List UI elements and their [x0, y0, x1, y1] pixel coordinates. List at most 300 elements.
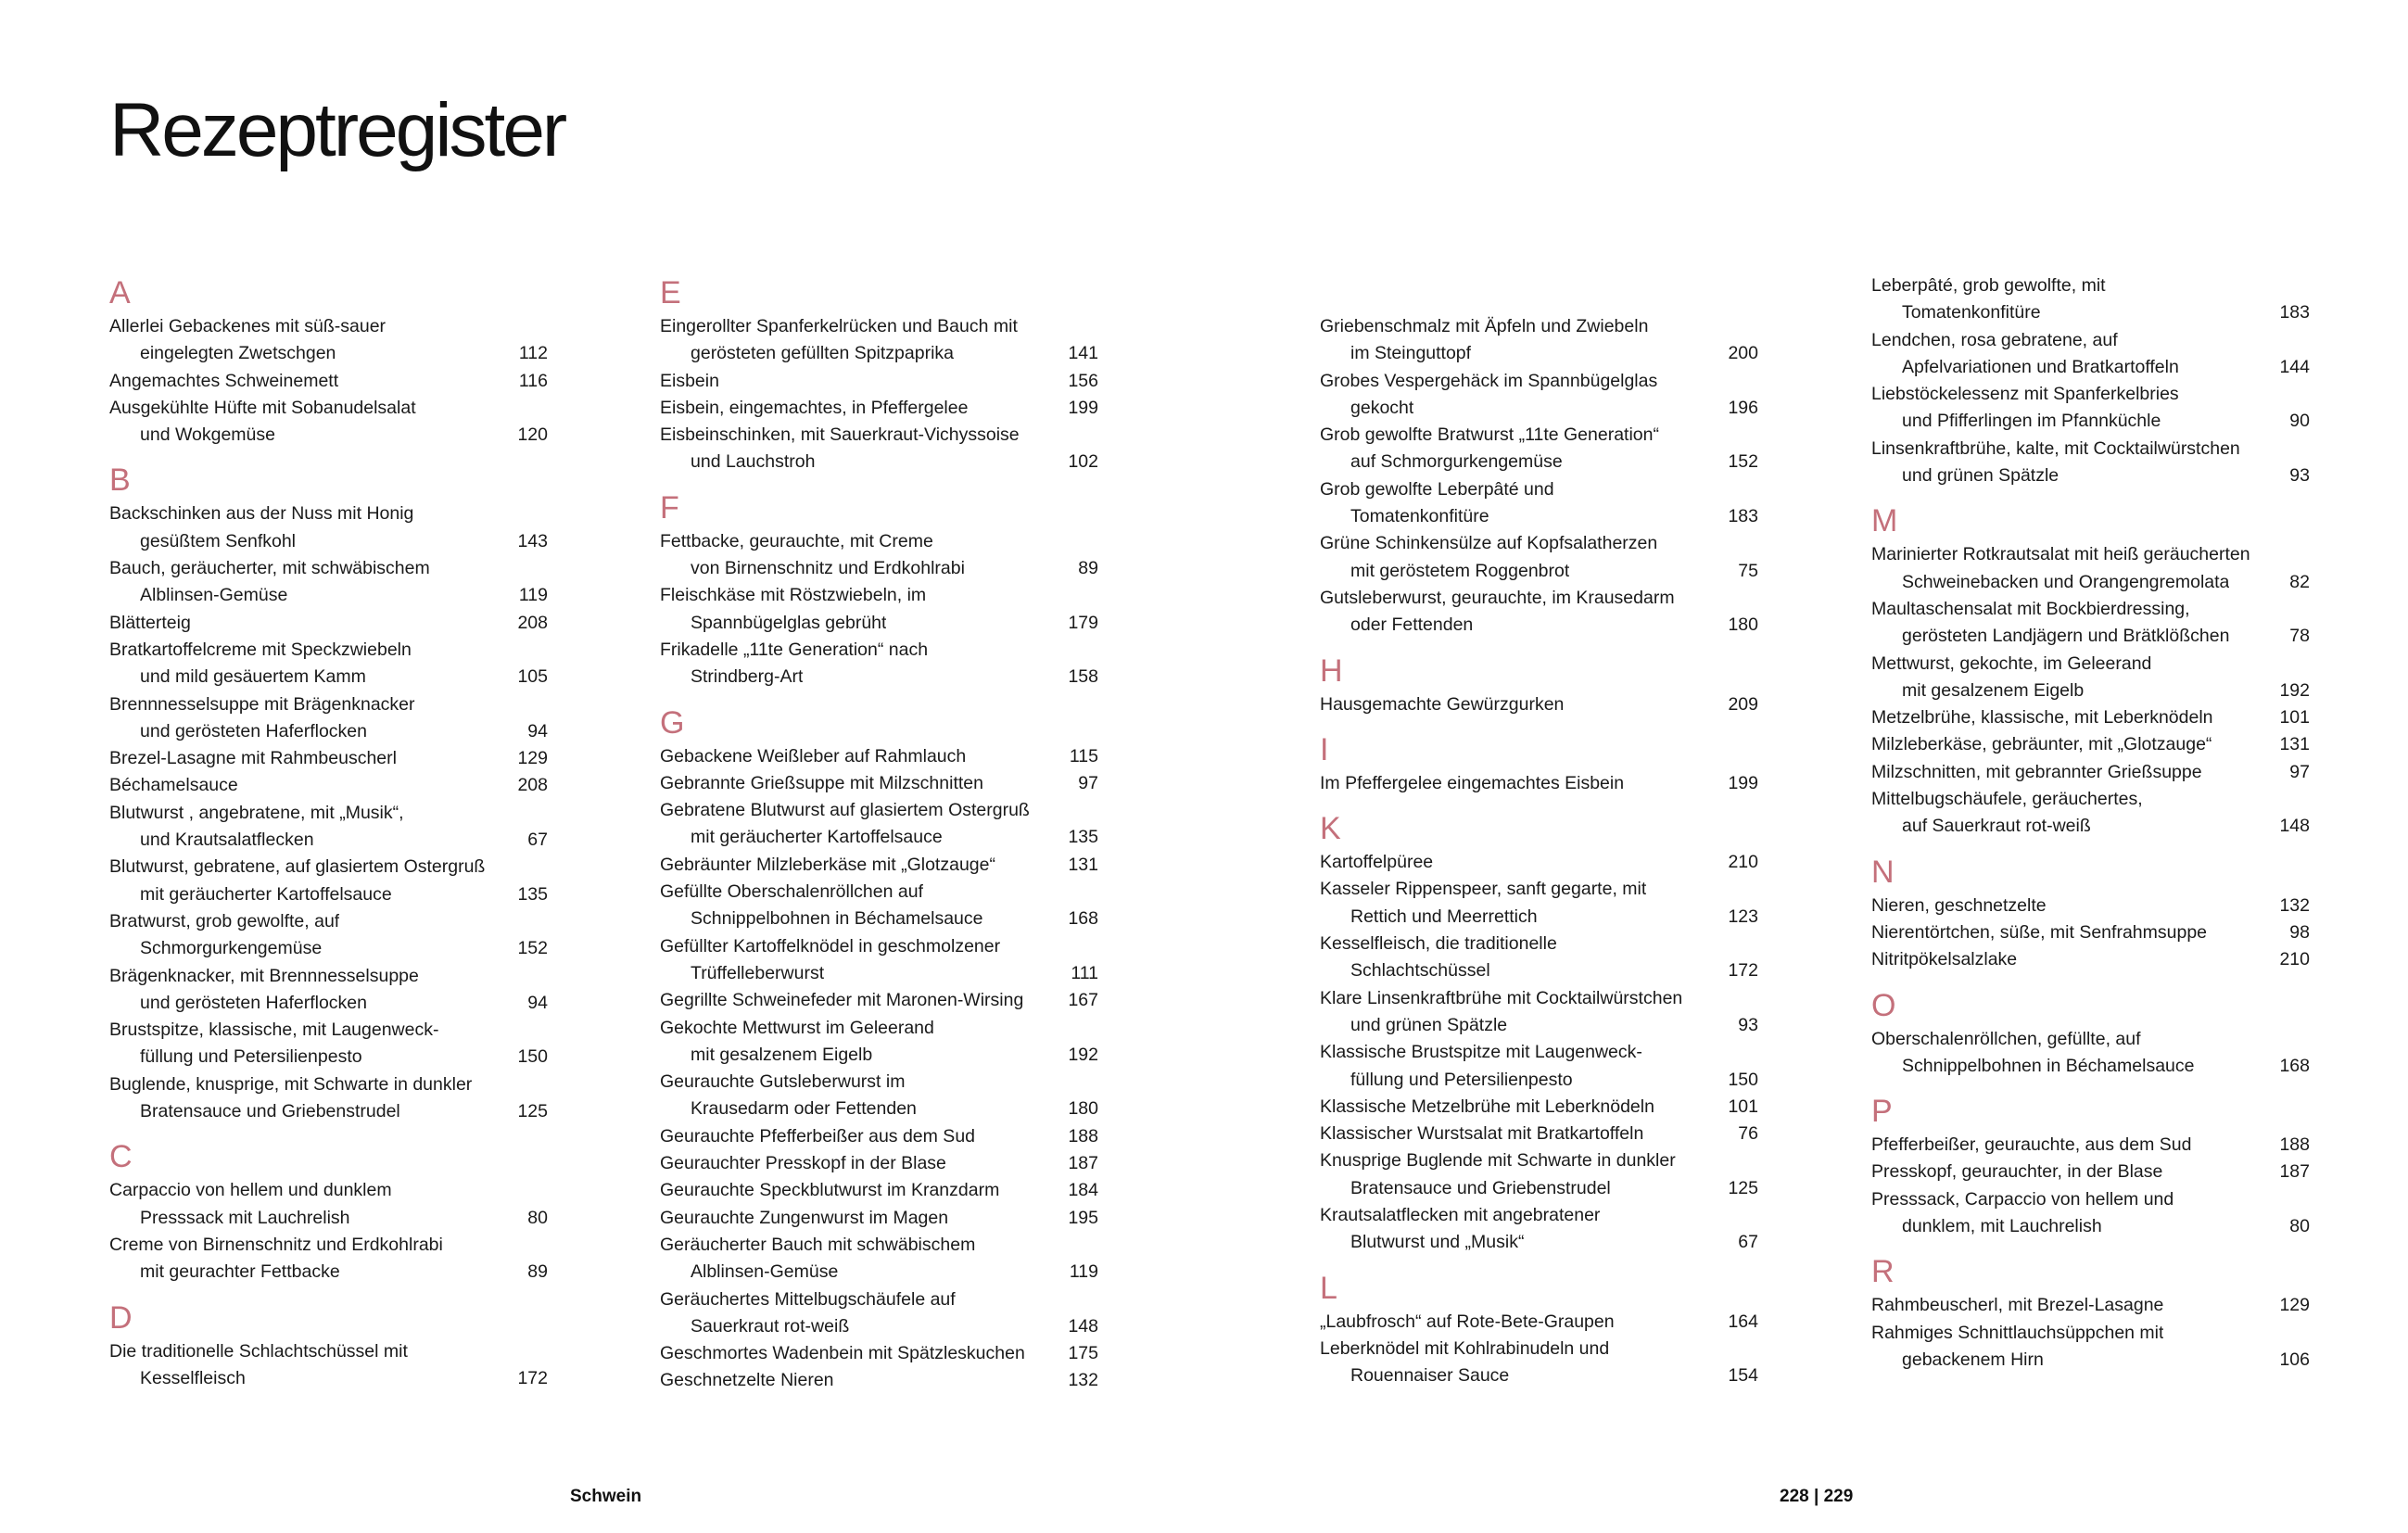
entry-page-number: 82 — [2289, 571, 2310, 592]
entry-title: Nitritpökelsalzlake — [1871, 949, 2018, 970]
entry-page-number: 183 — [1728, 506, 1758, 527]
entry-title: Rettich und Meerrettich — [1350, 906, 1538, 927]
index-entry-line — [660, 1123, 1098, 1150]
index-entry-line — [1320, 1362, 1758, 1389]
entry-page-number: 89 — [527, 1261, 548, 1283]
entry-title: Geschmortes Wadenbein mit Spätzleskuchen — [660, 1343, 1025, 1364]
section-letter: B — [109, 462, 131, 499]
entry-page-number: 158 — [1068, 666, 1098, 688]
index-entry — [109, 555, 548, 610]
index-entry-line — [660, 1367, 1098, 1394]
index-entry — [1320, 1121, 1758, 1147]
entry-page-number: 106 — [2279, 1349, 2310, 1370]
entry-page-number: 188 — [1068, 1125, 1098, 1147]
index-entry-line — [109, 368, 548, 395]
index-entry — [109, 313, 548, 368]
entry-title: Gebackene Weißleber auf Rahmlauch — [660, 745, 967, 766]
section-letter: H — [1320, 652, 1343, 689]
entry-title: Im Pfeffergelee eingemachtes Eisbein — [1320, 772, 1625, 793]
index-column-1 — [109, 272, 548, 1392]
index-entry-line — [1871, 1132, 2310, 1159]
entry-page-number: 80 — [2289, 1216, 2310, 1237]
entry-page-number: 78 — [2289, 626, 2310, 647]
entry-title: Blutwurst, gebratene, auf glasiertem Ostergruß — [109, 856, 486, 878]
index-entry-line — [109, 582, 548, 609]
index-entry — [660, 1286, 1098, 1341]
entry-page-number: 101 — [2279, 707, 2310, 728]
index-entry — [1320, 1147, 1758, 1202]
index-entry — [1320, 876, 1758, 931]
entry-title: Gebrannte Grießsuppe mit Milzschnitten — [660, 772, 983, 793]
entry-title: Leberpâté, grob gewolfte, mit — [1871, 275, 2106, 296]
entry-page-number: 141 — [1068, 343, 1098, 364]
index-entry-line — [109, 422, 548, 449]
entry-title: Bauch, geräucherter, mit schwäbischem — [109, 558, 430, 579]
index-entry — [1320, 1039, 1758, 1094]
entry-page-number: 150 — [1728, 1069, 1758, 1090]
entry-title: Kasseler Rippenspeer, sanft gegarte, mit — [1320, 879, 1647, 900]
index-entry — [1871, 381, 2310, 436]
index-entry — [660, 528, 1098, 583]
index-entry-line — [109, 963, 548, 990]
entry-page-number: 187 — [1068, 1153, 1098, 1174]
entry-page-number: 131 — [2279, 734, 2310, 755]
index-entry-line — [1320, 476, 1758, 503]
index-entry — [660, 313, 1098, 368]
entry-title: auf Schmorgurkengemüse — [1350, 451, 1563, 473]
entry-page-number: 152 — [517, 938, 548, 959]
entry-page-number: 112 — [518, 343, 548, 364]
index-entry-line — [660, 555, 1098, 582]
entry-page-number: 67 — [527, 830, 548, 851]
entry-title: „Laubfrosch“ auf Rote-Bete-Graupen — [1320, 1311, 1615, 1332]
entry-title: Linsenkraftbrühe, kalte, mit Cocktailwürstchen — [1871, 437, 2240, 459]
entry-title: und grünen Spätzle — [1902, 465, 2059, 487]
index-entry-line — [1871, 596, 2310, 623]
index-entry-line — [660, 422, 1098, 449]
index-entry — [1871, 1026, 2310, 1081]
entry-page-number: 148 — [1068, 1315, 1098, 1337]
entry-title: Frikadelle „11te Generation“ nach — [660, 639, 929, 660]
entry-title: Marinierter Rotkrautsalat mit heiß geräucherten — [1871, 544, 2250, 565]
entry-title: Schmorgurkengemüse — [140, 938, 323, 959]
entry-title: gerösteten Landjägern und Brätklößchen — [1902, 626, 2230, 647]
entry-page-number: 97 — [1078, 772, 1098, 793]
index-entry-line — [1871, 704, 2310, 731]
entry-title: mit gesalzenem Eigelb — [1902, 679, 2085, 701]
entry-title: Brägenknacker, mit Brennnesselsuppe — [109, 965, 419, 986]
entry-title: Presssack mit Lauchrelish — [140, 1207, 350, 1228]
index-entry-line — [109, 1205, 548, 1232]
index-entry-line — [1871, 623, 2310, 650]
index-entry-line — [1320, 770, 1758, 797]
entry-title: Geurauchte Gutsleberwurst im — [660, 1071, 906, 1093]
index-entry — [1871, 759, 2310, 786]
entry-page-number: 154 — [1728, 1365, 1758, 1387]
index-entry-line — [109, 990, 548, 1017]
index-entry-line — [1871, 678, 2310, 704]
entry-page-number: 168 — [2279, 1055, 2310, 1076]
index-entry — [1320, 1202, 1758, 1257]
index-entry — [1871, 1159, 2310, 1185]
entry-title: auf Sauerkraut rot-weiß — [1902, 816, 2091, 837]
entry-page-number: 144 — [2279, 356, 2310, 377]
index-entry — [1320, 368, 1758, 423]
entry-title: Schlachtschüssel — [1350, 960, 1490, 982]
entry-title: Buglende, knusprige, mit Schwarte in dunkler — [109, 1073, 473, 1095]
index-entry-line — [660, 664, 1098, 690]
entry-page-number: 80 — [527, 1207, 548, 1228]
entry-page-number: 179 — [1068, 612, 1098, 633]
entry-title: Klare Linsenkraftbrühe mit Cocktailwürstchen — [1320, 987, 1683, 1008]
index-entry-line — [109, 1044, 548, 1071]
index-entry-line — [660, 1042, 1098, 1069]
index-entry-line — [109, 500, 548, 527]
entry-page-number: 188 — [2279, 1134, 2310, 1156]
index-entry-line — [660, 987, 1098, 1014]
index-entry — [109, 691, 548, 746]
entry-title: Gekochte Mettwurst im Geleerand — [660, 1017, 934, 1038]
entry-page-number: 129 — [2279, 1295, 2310, 1316]
entry-title: Bratwurst, grob gewolfte, auf — [109, 910, 340, 931]
entry-page-number: 148 — [2279, 816, 2310, 837]
index-entry — [660, 770, 1098, 797]
entry-title: und Pfifferlingen im Pfannküchle — [1902, 411, 2161, 432]
index-entry — [1871, 1186, 2310, 1241]
index-entry-line — [660, 1340, 1098, 1367]
entry-title: Eingerollter Spanferkelrücken und Bauch mit — [660, 316, 1018, 336]
index-entry — [1320, 422, 1758, 476]
index-entry — [660, 987, 1098, 1014]
entry-page-number: 196 — [1728, 397, 1758, 418]
index-entry-line — [1871, 1213, 2310, 1240]
entry-page-number: 101 — [1728, 1096, 1758, 1117]
entry-title: gekocht — [1350, 397, 1414, 418]
index-entry — [109, 1017, 548, 1071]
index-entry-line — [1320, 1229, 1758, 1256]
index-entry — [109, 1232, 548, 1286]
index-entry — [660, 395, 1098, 422]
index-entry — [1871, 946, 2310, 973]
entry-title: Pfefferbeißer, geurauchte, aus dem Sud — [1871, 1134, 2192, 1156]
index-entry — [660, 1367, 1098, 1394]
entry-title: Fleischkäse mit Röstzwiebeln, im — [660, 585, 927, 606]
entry-title: Milzleberkäse, gebräunter, mit „Glotzauge“ — [1871, 734, 2212, 755]
index-entry-line — [1871, 893, 2310, 919]
index-entry-line — [660, 1150, 1098, 1177]
index-entry — [1320, 530, 1758, 585]
index-entry — [109, 1338, 548, 1393]
section-letter: I — [1320, 731, 1329, 767]
index-entry-line — [1871, 462, 2310, 489]
index-entry — [109, 800, 548, 855]
index-entry-line — [1320, 1012, 1758, 1039]
index-entry-line — [109, 395, 548, 422]
entry-page-number: 105 — [517, 666, 548, 688]
entry-page-number: 93 — [1738, 1014, 1758, 1035]
index-entry-line — [109, 854, 548, 881]
index-entry-line — [660, 368, 1098, 395]
index-entry — [1871, 786, 2310, 841]
entry-page-number: 97 — [2289, 761, 2310, 782]
entry-title: Milzschnitten, mit gebrannter Grießsuppe — [1871, 761, 2202, 782]
entry-title: mit geräucherter Kartoffelsauce — [140, 883, 392, 905]
index-entry — [1320, 770, 1758, 797]
section-letter: R — [1871, 1254, 1895, 1290]
entry-page-number: 143 — [517, 530, 548, 551]
entry-title: und Wokgemüse — [140, 424, 275, 446]
index-entry-line — [660, 582, 1098, 609]
index-entry-line — [109, 1177, 548, 1204]
index-entry-line — [1871, 1053, 2310, 1080]
entry-page-number: 125 — [1728, 1177, 1758, 1198]
entry-page-number: 199 — [1728, 772, 1758, 793]
entry-page-number: 135 — [517, 883, 548, 905]
entry-page-number: 116 — [518, 370, 548, 391]
entry-title: Béchamelsauce — [109, 775, 238, 796]
entry-title: Geschnetzelte Nieren — [660, 1370, 834, 1391]
entry-title: Rahmiges Schnittlauchsüppchen mit — [1871, 1322, 2164, 1343]
index-entry-line — [1871, 381, 2310, 408]
index-entry-line — [1871, 651, 2310, 678]
entry-title: Blätterteig — [109, 612, 191, 633]
entry-page-number: 210 — [2279, 949, 2310, 970]
section-letter: K — [1320, 811, 1341, 847]
index-entry-line — [660, 960, 1098, 987]
index-entry-line — [109, 827, 548, 854]
entry-title: Tomatenkonfitüre — [1902, 302, 2041, 323]
index-entry-line — [660, 743, 1098, 770]
index-entry-line — [109, 528, 548, 555]
entry-page-number: 187 — [2279, 1161, 2310, 1183]
index-entry-line — [1320, 904, 1758, 931]
entry-title: und mild gesäuertem Kamm — [140, 666, 366, 688]
entry-page-number: 94 — [527, 720, 548, 741]
entry-title: gebackenem Hirn — [1902, 1349, 2044, 1370]
entry-title: und Krautsalatflecken — [140, 830, 314, 851]
entry-title: dunklem, mit Lauchrelish — [1902, 1216, 2102, 1237]
index-entry — [660, 852, 1098, 879]
section-letter: A — [109, 275, 131, 310]
index-entry-line — [109, 935, 548, 962]
entry-page-number: 98 — [2289, 921, 2310, 943]
index-entry-line — [660, 1259, 1098, 1286]
index-entry — [1320, 931, 1758, 985]
entry-page-number: 90 — [2289, 411, 2310, 432]
entry-title: Sauerkraut rot-weiß — [691, 1315, 850, 1337]
index-entry-line — [1871, 299, 2310, 326]
entry-title: Grüne Schinkensülze auf Kopfsalatherzen — [1320, 533, 1658, 554]
index-entry-line — [1871, 327, 2310, 354]
index-entry-line — [660, 313, 1098, 340]
entry-title: mit geröstetem Roggenbrot — [1350, 560, 1570, 581]
index-entry-line — [109, 637, 548, 664]
index-entry-line — [109, 1259, 548, 1286]
index-column-4 — [1871, 272, 2310, 1374]
entry-page-number: 208 — [517, 612, 548, 633]
entry-page-number: 192 — [2279, 679, 2310, 701]
entry-title: Blutwurst und „Musik“ — [1350, 1232, 1525, 1253]
entry-title: Klassische Brustspitze mit Laugenweck- — [1320, 1042, 1642, 1063]
entry-title: Apfelvariationen und Bratkartoffeln — [1902, 356, 2179, 377]
index-entry-line — [1320, 1094, 1758, 1121]
index-entry — [1871, 704, 2310, 731]
index-entry — [109, 854, 548, 908]
entry-page-number: 208 — [517, 775, 548, 796]
index-entry — [660, 879, 1098, 933]
index-entry-line — [660, 1177, 1098, 1204]
index-entry-line — [109, 1017, 548, 1044]
entry-title: Rouennaiser Sauce — [1350, 1365, 1510, 1387]
entry-title: Alblinsen-Gemüse — [691, 1261, 839, 1283]
entry-title: Blutwurst , angebratene, mit „Musik“, — [109, 802, 404, 823]
index-entry-line — [1320, 530, 1758, 557]
index-entry-line — [1320, 957, 1758, 984]
entry-page-number: 102 — [1068, 451, 1098, 473]
entry-page-number: 172 — [1728, 960, 1758, 982]
index-entry-line — [1320, 1202, 1758, 1229]
entry-page-number: 152 — [1728, 451, 1758, 473]
entry-page-number: 175 — [1068, 1343, 1098, 1364]
index-entry-line — [1320, 340, 1758, 367]
section-letter: F — [660, 489, 679, 526]
index-entry — [1871, 919, 2310, 946]
entry-page-number: 115 — [1069, 745, 1098, 766]
index-entry — [1320, 691, 1758, 718]
entry-title: Kesselfleisch — [140, 1367, 246, 1388]
index-entry-line — [1871, 569, 2310, 596]
index-entry-line — [660, 933, 1098, 960]
index-entry — [109, 637, 548, 691]
entry-title: Grobes Vespergehäck im Spannbügelglas — [1320, 370, 1658, 391]
index-entry-line — [1320, 691, 1758, 718]
section-letter: E — [660, 275, 681, 310]
index-entry — [1320, 985, 1758, 1040]
entry-title: Griebenschmalz mit Äpfeln und Zwiebeln — [1320, 316, 1649, 336]
entry-title: Schnippelbohnen in Béchamelsauce — [1902, 1055, 2195, 1076]
index-entry — [1871, 541, 2310, 596]
index-entry-line — [660, 1205, 1098, 1232]
entry-title: Mittelbugschäufele, geräuchertes, — [1871, 789, 2143, 810]
entry-page-number: 199 — [1068, 397, 1098, 418]
index-entry-line — [1320, 1175, 1758, 1202]
entry-title: Metzelbrühe, klassische, mit Leberknödeln — [1871, 707, 2213, 728]
entry-title: Brezel-Lasagne mit Rahmbeuscherl — [109, 748, 397, 769]
index-entry-line — [109, 881, 548, 908]
entry-title: Geurauchte Speckblutwurst im Kranzdarm — [660, 1180, 1000, 1201]
index-entry-line — [1871, 731, 2310, 758]
entry-title: Liebstöckelessenz mit Spanferkelbries — [1871, 384, 2179, 405]
entry-title: im Steinguttopf — [1350, 343, 1472, 364]
index-entry — [1320, 313, 1758, 368]
entry-title: Geurauchter Presskopf in der Blase — [660, 1153, 946, 1174]
entry-title: Bratensauce und Griebenstrudel — [1350, 1177, 1611, 1198]
entry-title: Oberschalenröllchen, gefüllte, auf — [1871, 1028, 2141, 1049]
entry-title: Allerlei Gebackenes mit süß-sauer — [109, 316, 387, 336]
index-entry — [660, 1015, 1098, 1070]
entry-page-number: 132 — [1068, 1370, 1098, 1391]
index-entry-line — [660, 906, 1098, 932]
index-entry — [660, 933, 1098, 988]
entry-page-number: 75 — [1738, 560, 1758, 581]
index-entry-line — [109, 1232, 548, 1259]
entry-title: füllung und Petersilienpesto — [1350, 1069, 1573, 1090]
index-entry-line — [1320, 1121, 1758, 1147]
entry-title: Mettwurst, gekochte, im Geleerand — [1871, 652, 2152, 674]
index-entry — [1871, 596, 2310, 651]
section-letter: D — [109, 1299, 133, 1336]
entry-title: Eisbeinschinken, mit Sauerkraut-Vichyssoise — [660, 424, 1020, 446]
index-entry — [109, 395, 548, 450]
entry-title: Bratkartoffelcreme mit Speckzwiebeln — [109, 639, 412, 660]
entry-title: Krausedarm oder Fettenden — [691, 1098, 917, 1120]
entry-page-number: 67 — [1738, 1232, 1758, 1253]
index-entry-line — [1320, 558, 1758, 585]
index-entry — [660, 1177, 1098, 1204]
index-entry-line — [109, 772, 548, 799]
entry-page-number: 167 — [1068, 990, 1098, 1011]
entry-page-number: 132 — [2279, 894, 2310, 916]
entry-title: Grob gewolfte Bratwurst „11te Generation“ — [1320, 424, 1659, 446]
index-entry-line — [109, 664, 548, 690]
index-entry-line — [1871, 354, 2310, 381]
index-entry-line — [660, 637, 1098, 664]
index-entry — [1871, 327, 2310, 382]
entry-page-number: 123 — [1728, 906, 1758, 927]
index-entry-line — [109, 1098, 548, 1125]
entry-page-number: 119 — [518, 585, 548, 606]
index-entry-line — [1871, 1026, 2310, 1053]
index-entry-line — [1871, 1292, 2310, 1319]
entry-title: Geräuchertes Mittelbugschäufele auf — [660, 1288, 956, 1310]
index-entry-line — [1871, 1347, 2310, 1374]
entry-title: eingelegten Zwetschgen — [140, 343, 336, 364]
index-entry-line — [109, 555, 548, 582]
index-entry-line — [1320, 395, 1758, 422]
entry-title: Leberknödel mit Kohlrabinudeln und — [1320, 1337, 1610, 1359]
index-entry — [1871, 651, 2310, 705]
entry-page-number: 89 — [1078, 558, 1098, 579]
entry-page-number: 119 — [1069, 1261, 1098, 1283]
entry-page-number: 150 — [517, 1046, 548, 1068]
entry-page-number: 93 — [2289, 465, 2310, 487]
index-entry-line — [1871, 272, 2310, 299]
entry-title: Rahmbeuscherl, mit Brezel-Lasagne — [1871, 1295, 2164, 1316]
entry-title: Klassischer Wurstsalat mit Bratkartoffeln — [1320, 1123, 1644, 1145]
index-entry-line — [660, 770, 1098, 797]
entry-title: und grünen Spätzle — [1350, 1014, 1508, 1035]
entry-title: gerösteten gefüllten Spitzpaprika — [691, 343, 955, 364]
index-entry — [1871, 893, 2310, 919]
entry-title: Nieren, geschnetzelte — [1871, 894, 2047, 916]
entry-title: Schnippelbohnen in Béchamelsauce — [691, 908, 983, 930]
entry-page-number: 210 — [1728, 852, 1758, 873]
index-entry-line — [1871, 541, 2310, 568]
footer-page-numbers: 228 | 229 — [1780, 1487, 1854, 1506]
index-entry-line — [1871, 436, 2310, 462]
section-letter: O — [1871, 987, 1896, 1023]
index-entry-line — [1320, 1039, 1758, 1066]
index-entry-line — [1871, 1159, 2310, 1185]
entry-title: Eisbein, eingemachtes, in Pfeffergelee — [660, 397, 969, 418]
entry-title: mit geräucherter Kartoffelsauce — [691, 827, 943, 848]
entry-title: Gebratene Blutwurst auf glasiertem Ostergruß — [660, 800, 1030, 821]
index-entry-line — [1320, 849, 1758, 876]
index-entry-line — [109, 1365, 548, 1392]
index-entry — [660, 1205, 1098, 1232]
index-entry-line — [1871, 946, 2310, 973]
entry-title: Gebräunter Milzleberkäse mit „Glotzauge“ — [660, 854, 995, 875]
